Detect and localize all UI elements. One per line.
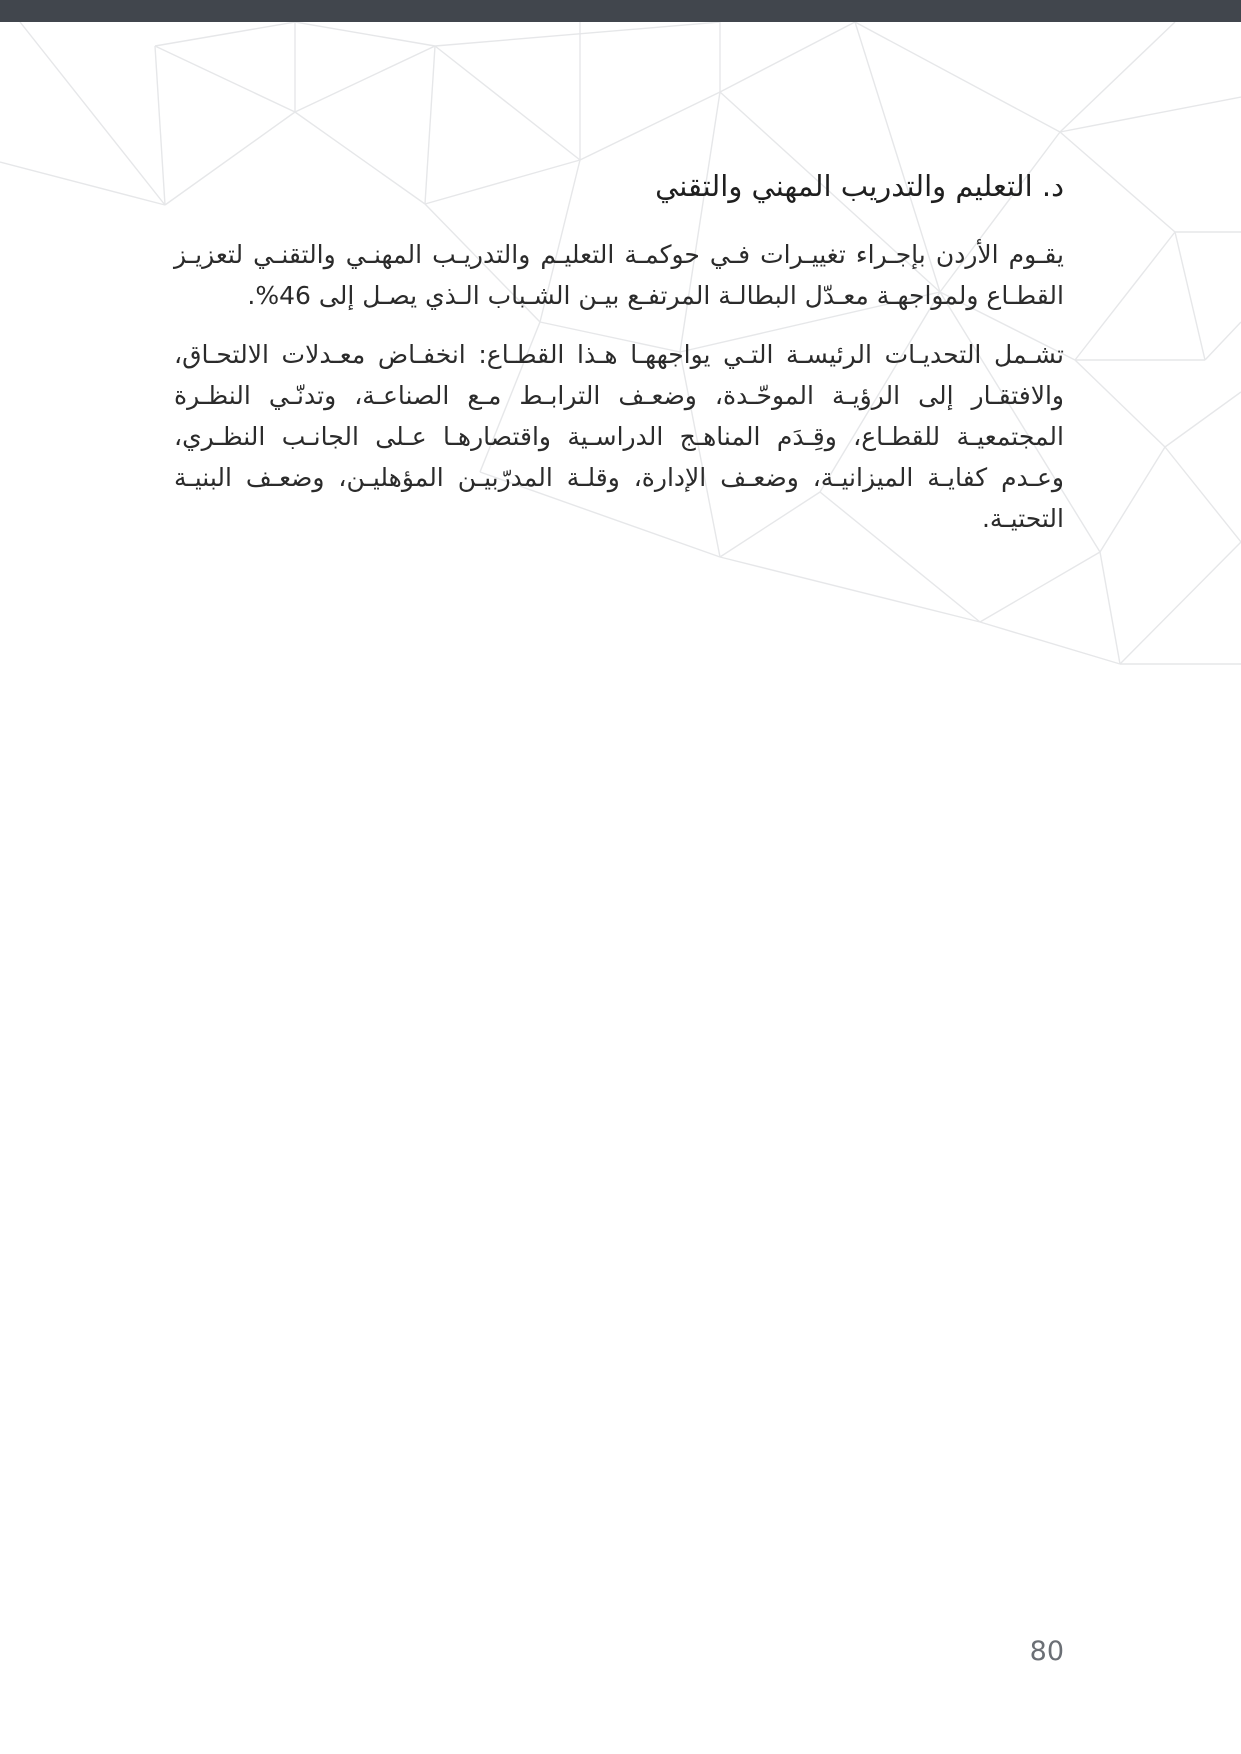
- top-bar: [0, 0, 1241, 22]
- document-body: [174, 160, 1064, 557]
- section-heading: د. التعليم والتدريب المهني والتقني: [655, 169, 1064, 203]
- paragraph: تشـمل التحديـات الرئيسـة التـي يواجههـا هـذا القطـاع: انخفـاض معـدلات الالتحـاق، والافتقـار إلى الرؤيـة الموحّـدة، وضعـف الترابـط مـع الصناعـة، وتدنّـي النظـرة المجتمعيـة للقطـاع، وقِـدَم المناهـج الدراسـية واقتصارهـا عـلى الجانـب النظـري، وعـدم كفايـة الميزانيـة، وضعـف الإدارة، وقلـة المدرّبيـن المؤهليـن، وضعـف البنيـة التحتيـة.: [174, 340, 1064, 533]
- page-number: 80: [1029, 1636, 1064, 1667]
- paragraph: يقـوم الأردن بإجـراء تغييـرات فـي حوكمـة التعليـم والتدريـب المهنـي والتقنـي لتعزيـز القطـاع ولمواجهـة معـدّل البطالـة المرتفـع بيـن الشـباب الـذي يصـل إلى 46%.: [174, 240, 1064, 310]
